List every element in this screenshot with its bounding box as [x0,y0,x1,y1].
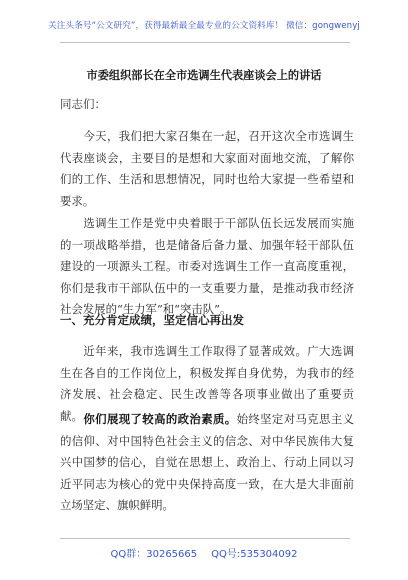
paragraph-lead: 你们展现了较高的政治素质。 [83,412,237,426]
footer-qq-group: QQ群：30265665 [110,549,198,560]
paragraph-text: 始终坚定对马克思主义的信仰、对中国特色社会主义的信念、对中华民族伟大复兴中国梦的信心，自觉在思想上、政治上、行动上同以习近平同志为核心的党中央保持高度一致，在大是大非面前立场坚定、旗帜鲜明。 [60,412,354,512]
footer-divider [60,538,350,539]
footer-contact [0,545,408,560]
salutation: 同志们： [60,97,106,111]
paragraph-text: 今天，我们把大家召集在一起，召开这次全市选调生代表座谈会，主要目的是想和大家面对面地交流，了解你们的工作、生活和思想情况，同时也给大家提一些希望和要求。 [60,129,354,208]
paragraph-political-quality [60,409,354,517]
header-divider [60,42,350,43]
footer-qq-number: QQ号:535304092 [211,549,298,560]
paragraph-context [60,213,354,321]
header-promo-note: 关注头条号“公文研究”，获得最新最全最专业的公文资料库！ 微信：gongwenyj [48,21,360,31]
paragraph-text: 近年来，我市选调生工作取得了显著成效。广大选调生在各自的工作岗位上，积极发挥自身优势，为我市的经济发展、社会稳定、民生改善等各项事业做出了重要贡献。 [60,344,354,423]
document-title: 市委组织部长在全市选调生代表座谈会上的讲话 [86,69,322,82]
paragraph-text: 选调生工作是党中央着眼于干部队伍长远发展而实施的一项战略举措，也是储备后备力量、加强年轻干部队伍建设的一项源头工程。市委对选调生工作一直高度重视，你们是我市干部队伍中的一支重要力量，是推动我市经济社会发展的“生力军”和“突击队”。 [60,216,354,316]
section-heading: 一、充分肯定成绩，坚定信心再出发 [60,313,244,327]
paragraph-intro [60,126,354,212]
